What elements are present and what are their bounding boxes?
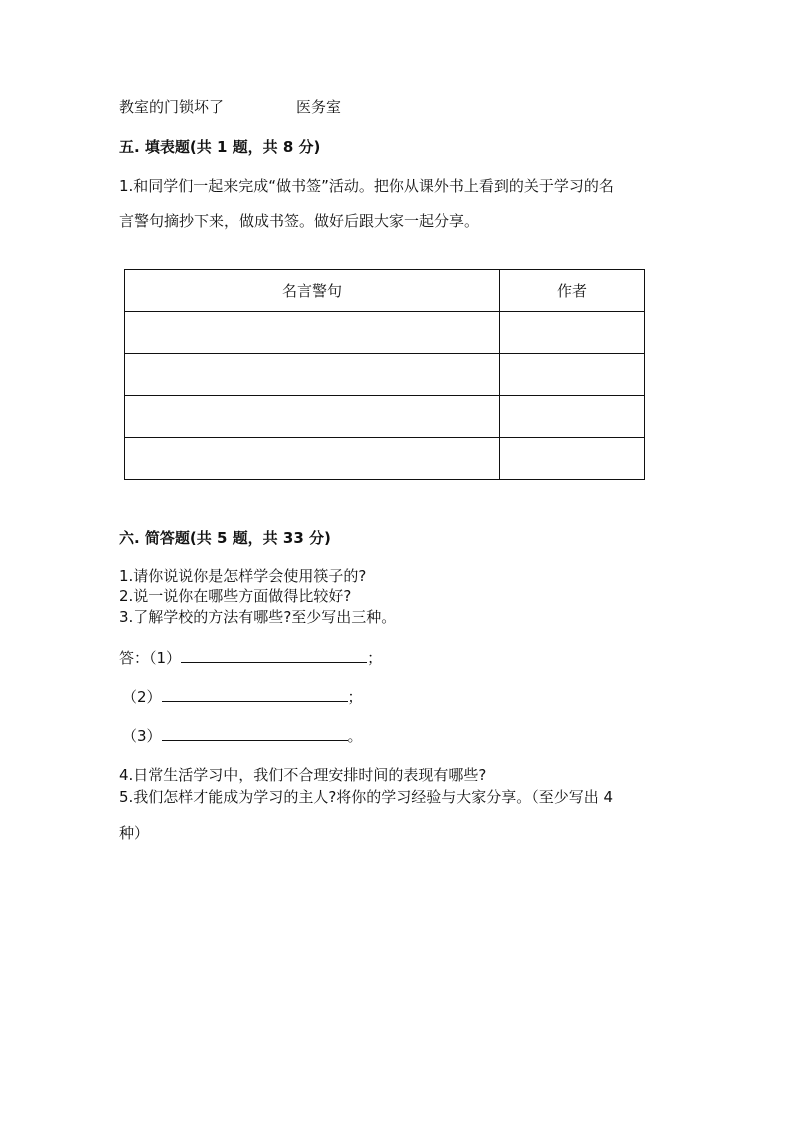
table-cell-author[interactable] <box>500 354 645 396</box>
table-row <box>125 396 645 438</box>
answer-blank-1[interactable] <box>181 648 367 663</box>
section6-q5-line1: 5.我们怎样才能成为学习的主人?将你的学习经验与大家分享。（至少写出 4 <box>119 788 614 806</box>
section6-q5-line2: 种） <box>119 824 150 842</box>
blank2-label: （2） <box>122 688 162 706</box>
table-cell-quote[interactable] <box>125 354 500 396</box>
table-cell-author[interactable] <box>500 312 645 354</box>
blank1-end: ； <box>367 649 383 667</box>
blank2-end: ； <box>347 688 363 706</box>
table-cell-author[interactable] <box>500 438 645 480</box>
answer-line-1 <box>119 647 382 668</box>
top-line-left: 教室的门锁坏了 <box>119 98 225 116</box>
answer-line-2 <box>122 686 363 707</box>
table-header-row <box>125 270 645 312</box>
blank3-end: 。 <box>347 727 363 745</box>
section6-q4: 4.日常生活学习中，我们不合理安排时间的表现有哪些? <box>119 766 487 784</box>
table-row <box>125 438 645 480</box>
top-line-right: 医务室 <box>296 98 342 116</box>
section6-heading: 六. 简答题(共 5 题，共 33 分) <box>119 529 331 547</box>
table-cell-author[interactable] <box>500 396 645 438</box>
section6-q3: 3.了解学校的方法有哪些?至少写出三种。 <box>119 608 397 626</box>
table-cell-quote[interactable] <box>125 396 500 438</box>
section6-q2: 2.说一说你在哪些方面做得比较好? <box>119 587 352 605</box>
answer-prefix: 答： <box>119 649 150 667</box>
section5-heading: 五. 填表题(共 1 题，共 8 分) <box>119 138 321 156</box>
table-header-quote: 名言警句 <box>125 270 500 312</box>
quote-table <box>124 269 645 480</box>
section5-q1-line1: 1.和同学们一起来完成“做书签”活动。把你从课外书上看到的关于学习的名 <box>119 177 614 195</box>
section5-q1-line2: 言警句摘抄下来，做成书签。做好后跟大家一起分享。 <box>119 212 480 230</box>
answer-blank-2[interactable] <box>162 687 348 702</box>
table-row <box>125 354 645 396</box>
table-header-author: 作者 <box>500 270 645 312</box>
table-cell-quote[interactable] <box>125 312 500 354</box>
blank3-label: （3） <box>122 727 162 745</box>
answer-line-3 <box>122 725 363 746</box>
table-cell-quote[interactable] <box>125 438 500 480</box>
answer-blank-3[interactable] <box>162 726 348 741</box>
section6-q1: 1.请你说说你是怎样学会使用筷子的? <box>119 567 367 585</box>
blank1-label: （1） <box>149 649 182 667</box>
table-row <box>125 312 645 354</box>
